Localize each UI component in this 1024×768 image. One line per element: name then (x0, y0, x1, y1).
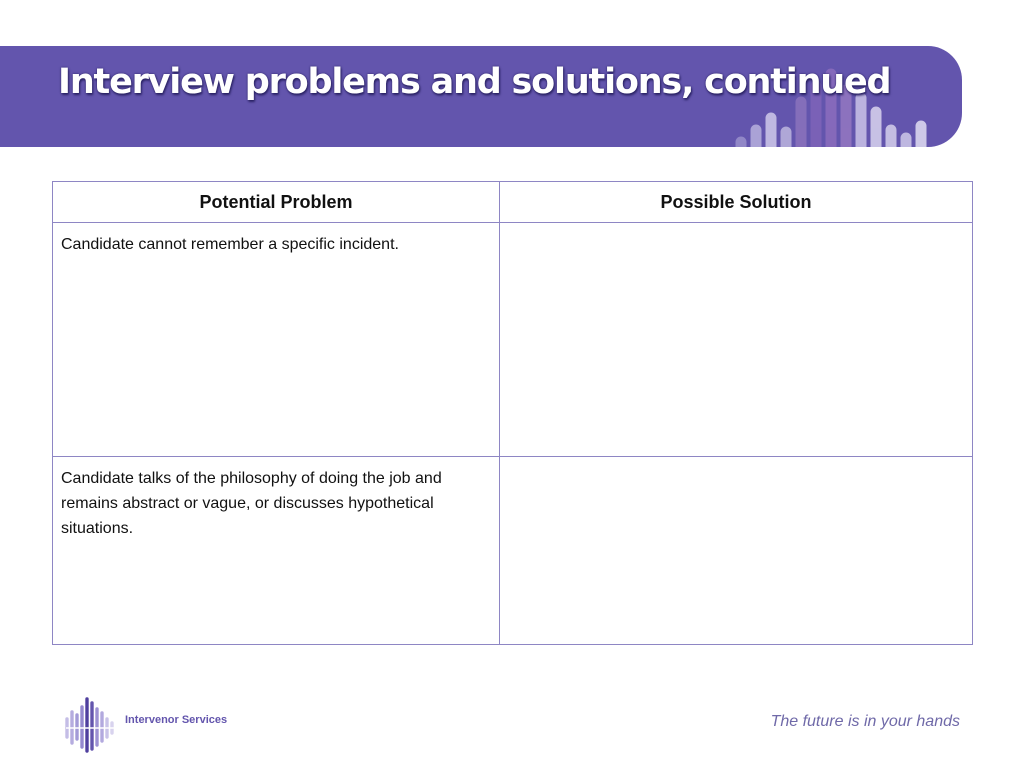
slide-title: Interview problems and solutions, continued (58, 62, 891, 102)
intervenor-services-logo-icon (64, 697, 120, 753)
problem-cell: Candidate cannot remember a specific incident. (53, 223, 500, 457)
table-header-row (53, 182, 973, 223)
table-row (53, 457, 973, 645)
solution-cell[interactable] (500, 223, 973, 457)
tagline: The future is in your hands (770, 713, 960, 730)
table-row (53, 223, 973, 457)
solution-cell[interactable] (500, 457, 973, 645)
problems-solutions-table (52, 181, 973, 645)
header-potential-problem: Potential Problem (53, 182, 500, 223)
logo-text: Intervenor Services (125, 714, 228, 726)
problem-cell: Candidate talks of the philosophy of doing the job and remains abstract or vague, or discusses hypothetical situations. (53, 457, 500, 645)
header-possible-solution: Possible Solution (500, 182, 973, 223)
